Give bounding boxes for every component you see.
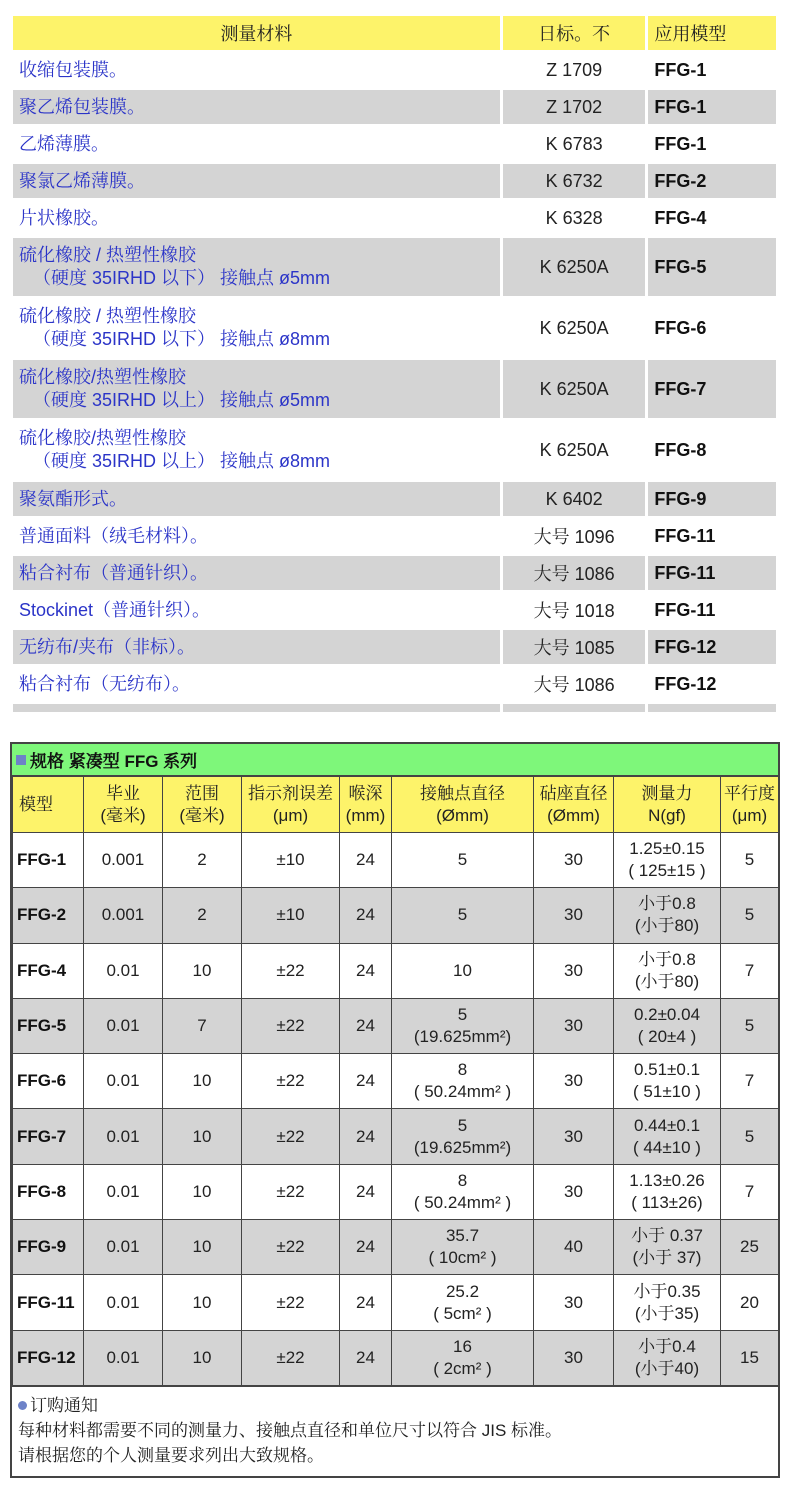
material-row [13,53,776,87]
material-standard: K 6402 [503,482,646,516]
spec-throat-cell: 24 [340,1164,392,1219]
spec-header-cell [340,777,392,833]
material-standard: K 6250A [503,421,646,479]
spec-row [13,998,779,1053]
material-model: FFG-1 [648,90,776,124]
spec-header-line1: 接触点直径 [420,783,505,803]
spec-contact-cell [392,1109,534,1164]
material-standard: K 6783 [503,127,646,161]
material-name: 硫化橡胶/热塑性橡胶 [19,428,187,448]
order-line-2: 请根据您的个人测量要求列出大致规格。 [18,1445,324,1465]
material-name: 粘合衬布（普通针织）。 [19,562,208,583]
spec-model-cell: FFG-9 [13,1220,84,1275]
spec-force-sub: (小于80) [634,916,700,936]
material-standard: K 6250A [503,299,646,357]
spec-table [12,776,779,1386]
spec-par-cell: 5 [721,1109,779,1164]
material-name-cell [13,299,500,357]
spec-throat-cell: 24 [340,998,392,1053]
material-name: 普通面料（绒毛材料）。 [19,525,208,546]
material-name-cell [13,482,500,516]
spec-header-cell [84,777,163,833]
spec-range-cell: 10 [163,1164,242,1219]
spec-header-line1: 测量力 [641,783,693,803]
spec-throat-cell: 24 [340,1330,392,1385]
spec-contact-sub: ( 50.24mm² ) [413,1082,512,1102]
spec-row [13,1109,779,1164]
material-model: FFG-2 [648,164,776,198]
spec-contact-sub: (19.625mm²) [413,1027,512,1047]
spec-contact-value: 5 [457,905,468,925]
spec-force-sub: ( 44±10 ) [633,1137,701,1157]
spec-model-cell: FFG-1 [13,833,84,888]
material-name: 片状橡胶。 [19,207,109,228]
spec-throat-cell: 24 [340,1109,392,1164]
end-strip-cell [13,704,500,712]
end-strip-cell [648,704,776,712]
material-model: FFG-7 [648,360,776,418]
spec-model-cell: FFG-2 [13,888,84,943]
spec-force-cell [614,1054,721,1109]
material-row [13,482,776,516]
spec-err-cell: ±22 [242,1109,340,1164]
spec-par-cell: 15 [721,1330,779,1385]
material-standard: K 6732 [503,164,646,198]
spec-anvil-cell: 40 [534,1220,614,1275]
spec-header-line2: (毫米) [179,805,225,825]
material-row [13,90,776,124]
spec-model-cell: FFG-8 [13,1164,84,1219]
spec-par-cell: 20 [721,1275,779,1330]
material-name: Stockinet（普通针织）。 [19,599,211,620]
material-row [13,201,776,235]
square-bullet-icon [16,755,26,765]
material-model: FFG-12 [648,630,776,664]
spec-throat-cell: 24 [340,833,392,888]
spec-err-cell: ±22 [242,1164,340,1219]
material-name-cell [13,593,500,627]
spec-title: 规格 紧凑型 FFG 系列 [30,752,198,771]
material-name-cell [13,360,500,418]
spec-grad-cell: 0.01 [84,1054,163,1109]
order-notice [12,1386,778,1476]
material-name: 聚氨酯形式。 [19,488,127,509]
spec-range-cell: 10 [163,1109,242,1164]
spec-header-line1: 毕业 [106,783,140,803]
material-row [13,127,776,161]
spec-header-cell [163,777,242,833]
spec-range-cell: 2 [163,888,242,943]
spec-range-cell: 2 [163,833,242,888]
material-model: FFG-9 [648,482,776,516]
material-model: FFG-11 [648,519,776,553]
spec-header-cell [614,777,721,833]
material-detail: （硬度 35IRHD 以上） 接触点 ø8mm [33,451,331,471]
spec-range-cell: 10 [163,943,242,998]
material-row [13,519,776,553]
order-title: 订购通知 [30,1395,98,1415]
material-name: 收缩包装膜。 [19,59,127,80]
spec-anvil-cell: 30 [534,833,614,888]
spec-range-cell: 7 [163,998,242,1053]
material-name: 乙烯薄膜。 [19,133,109,154]
material-name-cell [13,164,500,198]
spec-force-sub: (小于80) [634,971,700,991]
spec-range-cell: 10 [163,1275,242,1330]
material-model: FFG-12 [648,667,776,701]
order-line-1: 每种材料都需要不同的测量力、接触点直径和单位尺寸以符合 JIS 标准。 [18,1420,563,1440]
header-standard: 日标。不 [503,16,646,50]
material-name-cell [13,238,500,296]
spec-row [13,1330,779,1385]
spec-err-cell: ±22 [242,1220,340,1275]
spec-anvil-cell: 30 [534,1275,614,1330]
spec-force-cell [614,1164,721,1219]
spec-force-value: 小于0.4 [638,1336,696,1356]
spec-header-line2: N(gf) [648,805,686,825]
spec-contact-value: 8 [457,1060,468,1080]
spec-force-value: 1.25±0.15 [629,839,705,859]
material-name: 聚氯乙烯薄膜。 [19,170,145,191]
material-model: FFG-8 [648,421,776,479]
material-name-cell [13,53,500,87]
spec-header-line2: (Ømm) [436,805,489,825]
spec-contact-sub: ( 50.24mm² ) [413,1192,512,1212]
material-name-cell [13,201,500,235]
spec-force-value: 小于0.35 [633,1281,701,1301]
spec-contact-sub: (19.625mm²) [413,1137,512,1157]
material-standard: Z 1709 [503,53,646,87]
material-name: 硫化橡胶 / 热塑性橡胶 [19,306,197,326]
spec-grad-cell: 0.001 [84,833,163,888]
material-standard: 大号 1086 [503,667,646,701]
round-bullet-icon [18,1401,27,1410]
spec-anvil-cell: 30 [534,1330,614,1385]
material-name-cell [13,519,500,553]
spec-model-cell: FFG-7 [13,1109,84,1164]
spec-range-cell: 10 [163,1330,242,1385]
spec-err-cell: ±22 [242,943,340,998]
material-name-cell [13,556,500,590]
spec-anvil-cell: 30 [534,943,614,998]
spec-force-sub: (小于35) [634,1303,700,1323]
spec-force-cell [614,943,721,998]
spec-grad-cell: 0.01 [84,998,163,1053]
material-detail: （硬度 35IRHD 以下） 接触点 ø5mm [33,268,331,288]
spec-grad-cell: 0.001 [84,888,163,943]
material-detail: （硬度 35IRHD 以下） 接触点 ø8mm [33,329,331,349]
material-row [13,667,776,701]
material-standard: 大号 1085 [503,630,646,664]
spec-grad-cell: 0.01 [84,1164,163,1219]
spec-throat-cell: 24 [340,1275,392,1330]
material-model: FFG-1 [648,127,776,161]
end-strip-cell [503,704,646,712]
spec-force-sub: ( 20±4 ) [637,1027,697,1047]
material-model: FFG-5 [648,238,776,296]
spec-contact-cell [392,1164,534,1219]
spec-force-value: 0.44±0.1 [633,1115,701,1135]
material-detail: （硬度 35IRHD 以上） 接触点 ø5mm [33,390,331,410]
spec-grad-cell: 0.01 [84,943,163,998]
spec-par-cell: 7 [721,1054,779,1109]
spec-force-value: 0.2±0.04 [633,1005,701,1025]
spec-contact-value: 8 [457,1170,468,1190]
material-name-cell [13,421,500,479]
spec-throat-cell: 24 [340,943,392,998]
spec-header-line2: (毫米) [100,805,146,825]
spec-par-cell: 7 [721,943,779,998]
spec-range-cell: 10 [163,1054,242,1109]
material-name-cell [13,90,500,124]
material-model: FFG-1 [648,53,776,87]
material-standard: 大号 1096 [503,519,646,553]
spec-header-line2: (μm) [272,805,309,825]
spec-contact-value: 5 [457,1115,468,1135]
material-name-cell [13,630,500,664]
spec-contact-sub: ( 2cm² ) [433,1358,492,1378]
material-standard: K 6250A [503,238,646,296]
spec-err-cell: ±22 [242,1054,340,1109]
spec-throat-cell: 24 [340,1220,392,1275]
spec-grad-cell: 0.01 [84,1109,163,1164]
spec-contact-value: 25.2 [445,1281,480,1301]
spec-anvil-cell: 30 [534,1054,614,1109]
materials-end-strip [13,704,776,712]
spec-contact-cell [392,1330,534,1385]
spec-row [13,888,779,943]
material-row [13,593,776,627]
spec-contact-sub: ( 5cm² ) [433,1303,492,1323]
spec-header-line1: 模型 [19,794,53,814]
material-model: FFG-11 [648,593,776,627]
spec-err-cell: ±10 [242,833,340,888]
material-model: FFG-11 [648,556,776,590]
spec-header-line1: 指示剂误差 [248,783,333,803]
spec-err-cell: ±22 [242,1330,340,1385]
spec-header-cell [242,777,340,833]
spec-anvil-cell: 30 [534,998,614,1053]
spec-header-line2: (mm) [345,805,386,825]
spec-title-bar [12,744,778,776]
material-name: 硫化橡胶/热塑性橡胶 [19,367,187,387]
spec-par-cell: 5 [721,888,779,943]
spec-par-cell: 7 [721,1164,779,1219]
spec-header-line1: 平行度 [724,783,775,803]
spec-grad-cell: 0.01 [84,1220,163,1275]
material-name: 无纺布/夹布（非标）。 [19,636,195,657]
spec-force-cell [614,1330,721,1385]
material-row [13,421,776,479]
spec-err-cell: ±22 [242,1275,340,1330]
material-row [13,556,776,590]
spec-header-cell [13,777,84,833]
spec-force-cell [614,1275,721,1330]
materials-body [13,53,776,712]
spec-row [13,943,779,998]
spec-contact-value: 5 [457,1005,468,1025]
spec-err-cell: ±22 [242,998,340,1053]
material-row [13,299,776,357]
spec-par-cell: 5 [721,998,779,1053]
spec-row [13,1164,779,1219]
material-standard: K 6250A [503,360,646,418]
material-row [13,630,776,664]
spec-model-cell: FFG-11 [13,1275,84,1330]
spec-force-cell [614,998,721,1053]
spec-force-cell [614,1220,721,1275]
material-model: FFG-6 [648,299,776,357]
spec-header-line1: 喉深 [348,783,383,803]
spec-anvil-cell: 30 [534,1164,614,1219]
spec-force-value: 1.13±0.26 [629,1170,705,1190]
material-row [13,164,776,198]
spec-contact-value: 16 [453,1336,472,1356]
spec-body [13,833,779,1386]
header-model: 应用模型 [648,16,776,50]
spec-contact-cell [392,998,534,1053]
spec-contact-cell [392,1275,534,1330]
spec-contact-value: 10 [453,960,472,980]
spec-force-value: 小于0.8 [638,949,696,969]
header-material: 测量材料 [13,16,500,50]
spec-anvil-cell: 30 [534,1109,614,1164]
spec-contact-cell [392,1220,534,1275]
spec-header-line2: (μm) [731,805,768,825]
spec-throat-cell: 24 [340,888,392,943]
spec-row [13,1275,779,1330]
material-model: FFG-4 [648,201,776,235]
spec-section [10,742,780,1478]
spec-force-cell [614,888,721,943]
spec-grad-cell: 0.01 [84,1275,163,1330]
spec-row [13,833,779,888]
spec-force-cell [614,1109,721,1164]
spec-contact-cell [392,943,534,998]
material-row [13,360,776,418]
spec-err-cell: ±10 [242,888,340,943]
material-standard: 大号 1086 [503,556,646,590]
spec-row [13,1054,779,1109]
spec-force-value: 小于 0.37 [631,1226,703,1246]
material-name: 硫化橡胶 / 热塑性橡胶 [19,245,197,265]
spec-grad-cell: 0.01 [84,1330,163,1385]
spec-header-cell [534,777,614,833]
spec-row [13,1220,779,1275]
spec-header-line1: 砧座直径 [539,783,608,803]
material-standard: 大号 1018 [503,593,646,627]
spec-par-cell: 5 [721,833,779,888]
material-name: 聚乙烯包装膜。 [19,96,145,117]
material-standard: Z 1702 [503,90,646,124]
spec-force-sub: ( 125±15 ) [628,861,706,881]
spec-range-cell: 10 [163,1220,242,1275]
spec-force-value: 小于0.8 [638,894,696,914]
spec-force-sub: ( 51±10 ) [633,1082,701,1102]
spec-force-sub: (小于40) [634,1358,700,1378]
spec-force-value: 0.51±0.1 [633,1060,701,1080]
spec-model-cell: FFG-12 [13,1330,84,1385]
spec-force-sub: ( 113±26) [631,1192,703,1212]
spec-force-cell [614,833,721,888]
spec-model-cell: FFG-6 [13,1054,84,1109]
spec-header-line2: (Ømm) [547,805,600,825]
spec-header-cell [392,777,534,833]
spec-model-cell: FFG-4 [13,943,84,998]
material-name-cell [13,667,500,701]
spec-header-row [13,777,779,833]
material-row [13,238,776,296]
material-standard: K 6328 [503,201,646,235]
material-name: 粘合衬布（无纺布）。 [19,673,190,694]
spec-model-cell: FFG-5 [13,998,84,1053]
spec-contact-cell [392,1054,534,1109]
spec-throat-cell: 24 [340,1054,392,1109]
materials-table [10,13,779,715]
spec-contact-sub: ( 10cm² ) [428,1248,497,1268]
spec-contact-cell [392,833,534,888]
spec-par-cell: 25 [721,1220,779,1275]
spec-contact-value: 35.7 [445,1226,480,1246]
spec-header-cell [721,777,779,833]
material-name-cell [13,127,500,161]
spec-header-line1: 范围 [185,783,219,803]
spec-force-sub: (小于 37) [632,1248,702,1268]
spec-anvil-cell: 30 [534,888,614,943]
spec-contact-cell [392,888,534,943]
spec-contact-value: 5 [457,850,468,870]
